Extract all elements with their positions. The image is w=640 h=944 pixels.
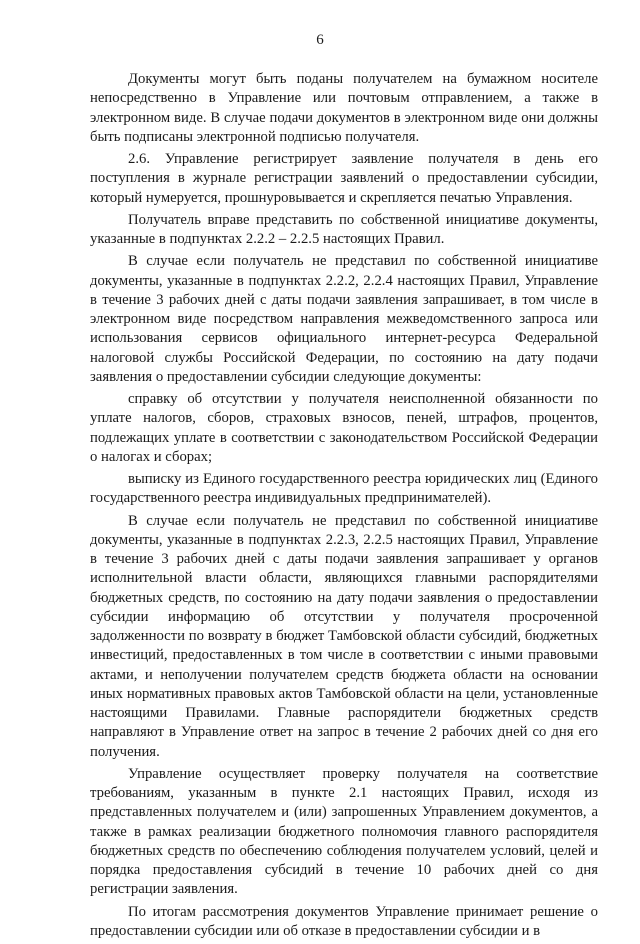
paragraph-registration: 2.6. Управление регистрирует заявление получателя в день его поступления в журнале регистрации заявлений о предоставлении субсидии, который нумеруется, прошнуровывается и скрепляется печатью Управления. [90, 151, 598, 206]
body-text [90, 70, 598, 944]
paragraph-decision: По итогам рассмотрения документов Управление принимает решение о предоставлении субсидии или об отказе в предоставлении субсидии и в [90, 903, 598, 939]
paragraph-submission-methods: Документы могут быть поданы получателем на бумажном носителе непосредственно в Управление или почтовым отправлением, а также в электронном виде. В случае подачи документов в электронном виде они должны быть подписаны электронной подписью получателя. [90, 71, 598, 145]
paragraph-registry-extract: выписку из Единого государственного реестра юридических лиц (Единого государственного реестра индивидуальных предпринимателей). [90, 471, 598, 507]
paragraph-own-initiative: Получатель вправе представить по собственной инициативе документы, указанные в подпунктах 2.2.2 – 2.2.5 настоящих Правил. [90, 211, 598, 247]
paragraph-tax-certificate: справку об отсутствии у получателя неисполненной обязанности по уплате налогов, сборов, страховых взносов, пеней, штрафов, процентов, подлежащих уплате в соответствии с законодательством Российской Федерации о налогах и сборах; [90, 391, 598, 465]
paragraph-budget-request: В случае если получатель не представил по собственной инициативе документы, указанные в подпунктах 2.2.3, 2.2.5 настоящих Правил, Управление в течение 3 рабочих дней с даты подачи заявления запрашивает у органов исполнительной власти области, являющихся главными распорядителями бюджетных средств, по состоянию на дату подачи заявления о предоставлении субсидии информацию об отсутствии у получателя просроченной задолженности по возврату в бюджет Тамбовской области субсидий, бюджетных инвестиций, предоставленных в том числе в соответствии с иными правовыми актами, и неполучении получателем средств бюджета области на основании иных нормативных правовых актов Тамбовской области на цели, установленные настоящими Правилами. Главные распорядители бюджетных средств направляют в Управление ответ на запрос в течение 2 рабочих дней со дня его получения. [90, 512, 598, 760]
page-number: 6 [316, 32, 324, 48]
paragraph-verification: Управление осуществляет проверку получателя на соответствие требованиям, указанным в пункте 2.1 настоящих Правил, исходя из представленных получателем и (или) запрошенных Управлением документов, а также в рамках реализации бюджетного полномочия главного распорядителя бюджетных средств по обеспечению соблюдения получателем условий, целей и порядка предоставления субсидий в течение 10 рабочих дней со дня регистрации заявления. [90, 765, 598, 898]
paragraph-tax-request: В случае если получатель не представил по собственной инициативе документы, указанные в подпунктах 2.2.2, 2.2.4 настоящих Правил, Управление в течение 3 рабочих дней с даты подачи заявления запрашивает, в том числе в электронном виде посредством направления межведомственного запроса или использования сервисов официального интернет-ресурса Федеральной налоговой службы Российской Федерации, по состоянию на дату подачи заявления о предоставлении субсидии следующие документы: [90, 253, 598, 385]
